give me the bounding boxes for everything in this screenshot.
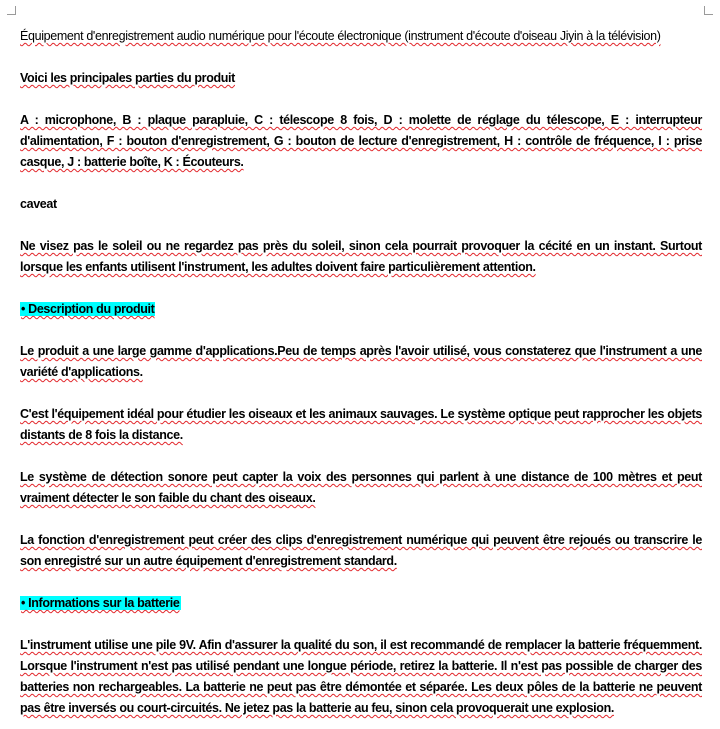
- caveat-text: Ne visez pas le soleil ou ne regardez pas près du soleil, sinon cela pourrait provoquer la cécité en un instant. Surtout lorsque les enfants utilisent l'instrument, les adultes doivent faire particulièrement attention.: [20, 239, 702, 274]
- description-paragraph-2: C'est l'équipement idéal pour étudier les oiseaux et les animaux sauvages. Le système optique peut rapprocher les objets distants de 8 fois la distance.: [20, 407, 702, 442]
- description-paragraph-3: Le système de détection sonore peut capter la voix des personnes qui parlent à une distance de 100 mètres et peut vraiment détecter le son faible du chant des oiseaux.: [20, 470, 702, 505]
- page-corner-mark-right: [704, 6, 713, 15]
- description-paragraph-4: La fonction d'enregistrement peut créer des clips d'enregistrement numérique qui peuvent être rejoués ou transcrire le son enregistré sur un autre équipement d'enregistrement standard.: [20, 533, 702, 568]
- caveat-label: caveat: [20, 197, 57, 211]
- page-corner-mark-left: [7, 6, 16, 15]
- section-heading-description: [20, 299, 702, 320]
- highlighted-heading-battery: • Informations sur la batterie: [21, 596, 180, 610]
- document-title: Équipement d'enregistrement audio numérique pour l'écoute électronique (instrument d'écoute d'oiseau Jiyin à la télévision): [20, 29, 661, 43]
- highlighted-heading-description: • Description du produit: [21, 302, 155, 316]
- document-body[interactable]: [20, 26, 702, 719]
- parts-list: A : microphone, B : plaque parapluie, C : télescope 8 fois, D : molette de réglage du télescope, E : interrupteur d'alimentation, F : bouton d'enregistrement, G : bouton de lecture d'enregistrement, H : contrôle de fréquence, I : prise casque, J : batterie boîte, K : Écouteurs.: [20, 113, 702, 169]
- description-paragraph-1: Le produit a une large gamme d'applications.Peu de temps après l'avoir utilisé, vous constaterez que l'instrument a une variété d'applications.: [20, 344, 702, 379]
- battery-paragraph: L'instrument utilise une pile 9V. Afin d'assurer la qualité du son, il est recommandé de remplacer la batterie fréquemment. Lorsque l'instrument n'est pas utilisé pendant une longue période, retirez la batterie. Il n'est pas possible de charger des batteries non rechargeables. La batterie ne peut pas être démontée et séparée. Les deux pôles de la batterie ne peuvent pas être inversés ou court-circuités. Ne jetez pas la batterie au feu, sinon cela provoquerait une explosion.: [20, 638, 702, 715]
- section-heading-battery: [20, 593, 702, 614]
- parts-intro: Voici les principales parties du produit: [20, 71, 235, 85]
